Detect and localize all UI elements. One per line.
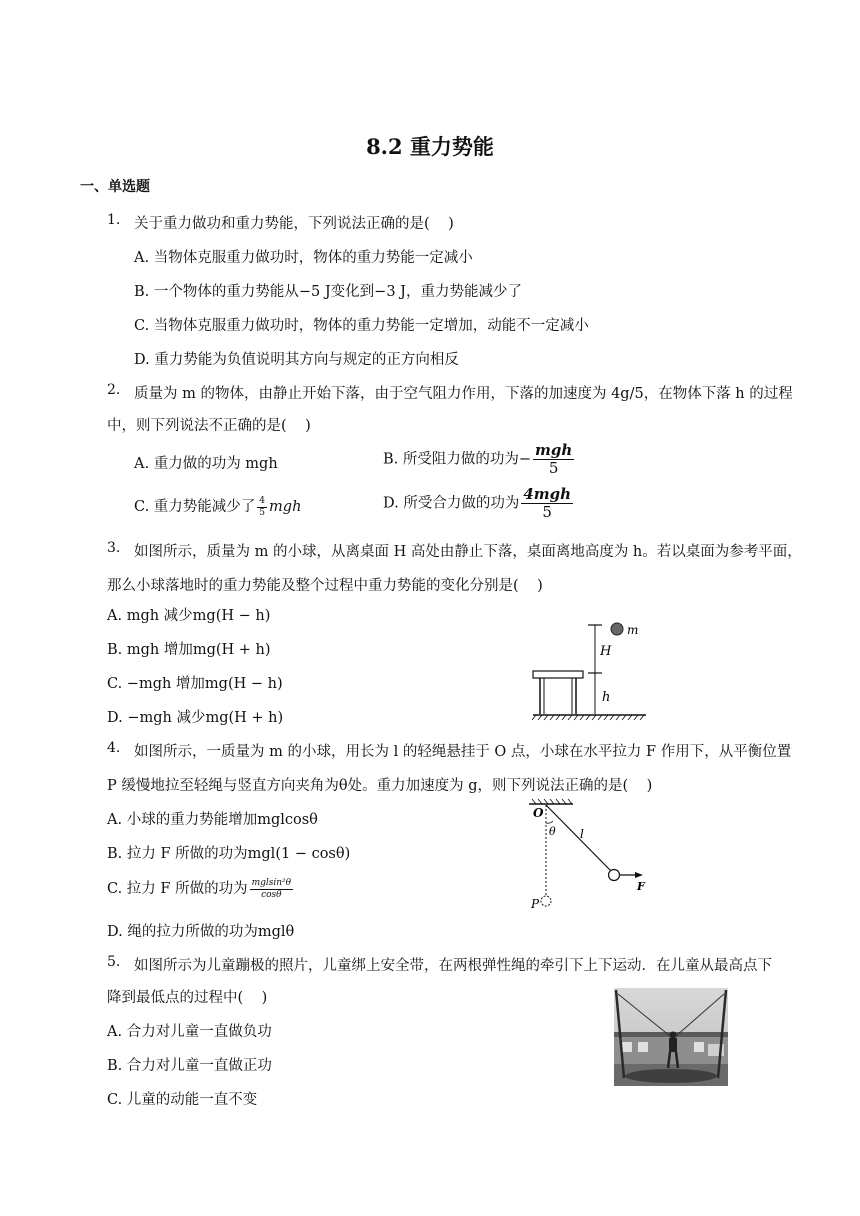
option-d-denominator: 5 xyxy=(542,503,552,521)
question-3-stem-line1: 如图所示，质量为 m 的小球，从离桌面 H 高处由静止下落，桌面离地高度为 h。若以桌面为参考平面， xyxy=(134,544,802,560)
pendulum-figure xyxy=(526,798,656,918)
label-F: F xyxy=(637,880,645,893)
question-5-option-b: B. 合力对儿童一直做正功 xyxy=(107,1058,272,1074)
question-2-option-d xyxy=(383,487,575,520)
option-c-prefix: C. 重力势能减少了 xyxy=(134,499,256,515)
question-4-option-d: D. 绳的拉力所做的功为mglθ xyxy=(107,924,295,940)
option-b-denominator: 5 xyxy=(548,459,559,477)
question-5-stem-line2: 降到最低点的过程中( ) xyxy=(107,990,268,1006)
question-2-option-b xyxy=(383,443,576,476)
question-4-option-b: B. 拉力 F 所做的功为mgl(1 − cosθ) xyxy=(107,846,351,862)
option-c-numerator: mglsin²θ xyxy=(251,877,292,888)
question-3-stem-line2: 那么小球落地时的重力势能及整个过程中重力势能的变化分别是( ) xyxy=(107,578,543,594)
question-3-number: 3. xyxy=(107,540,121,556)
question-4-stem-line2: P 缓慢地拉至轻绳与竖直方向夹角为θ处。重力加速度为 g，则下列说法正确的是( ) xyxy=(107,778,653,794)
question-2-option-c xyxy=(134,495,301,518)
option-c-denominator: 5 xyxy=(259,507,266,518)
label-l: l xyxy=(580,827,584,841)
bungee-photo xyxy=(614,988,728,1086)
question-3-option-b: B. mgh 增加mg(H + h) xyxy=(107,642,271,658)
question-1-number: 1. xyxy=(107,212,121,228)
question-3-option-a: A. mgh 减少mg(H − h) xyxy=(107,608,271,624)
option-c-denominator: cosθ xyxy=(261,889,282,900)
question-4-stem-line1: 如图所示，一质量为 m 的小球，用长为 l 的轻绳悬挂于 O 点，小球在水平拉力 F 作用下，从平衡位置 xyxy=(134,744,792,760)
question-3-option-c: C. −mgh 增加mg(H − h) xyxy=(107,676,283,692)
child-body xyxy=(669,1038,677,1052)
equilibrium-position-p xyxy=(541,896,551,906)
question-1-option-c: C. 当物体克服重力做功时，物体的重力势能一定增加，动能不一定减小 xyxy=(134,318,589,334)
page-title: 8.2 重力势能 xyxy=(366,134,494,159)
option-b-prefix: B. 所受阻力做的功为− xyxy=(383,451,532,468)
option-c-suffix: mgh xyxy=(269,499,302,515)
question-5-stem-line1: 如图所示为儿童蹦极的照片，儿童绑上安全带，在两根弹性绳的牵引下上下运动．在儿童从最高点下 xyxy=(134,958,772,974)
child-head xyxy=(670,1032,677,1039)
pendulum-ball xyxy=(609,870,620,881)
trampoline xyxy=(625,1069,717,1083)
table-top xyxy=(533,671,583,678)
label-theta: θ xyxy=(549,825,556,838)
option-d-prefix: D. 所受合力做的功为 xyxy=(383,495,520,512)
question-5-number: 5. xyxy=(107,954,121,970)
question-4-option-a: A. 小球的重力势能增加mglcosθ xyxy=(107,812,318,828)
label-m: m xyxy=(627,623,639,637)
table-ball-figure xyxy=(528,615,658,725)
question-1-option-d: D. 重力势能为负值说明其方向与规定的正方向相反 xyxy=(134,352,459,368)
section-heading: 一、单选题 xyxy=(80,179,150,195)
label-P: P xyxy=(531,897,540,911)
ball xyxy=(611,623,623,635)
label-O: O xyxy=(533,806,544,820)
rope xyxy=(546,805,611,871)
label-H: H xyxy=(600,644,612,659)
question-2-stem-line1: 质量为 m 的物体，由静止开始下落，由于空气阻力作用，下落的加速度为 4g/5，在物体下落 h 的过程 xyxy=(134,386,793,402)
question-3-option-d: D. −mgh 减少mg(H + h) xyxy=(107,710,284,726)
option-c-prefix: C. 拉力 F 所做的功为 xyxy=(107,881,248,897)
force-arrow xyxy=(635,872,643,878)
question-1-option-a: A. 当物体克服重力做功时，物体的重力势能一定减小 xyxy=(134,250,473,266)
question-1-stem: 关于重力做功和重力势能，下列说法正确的是( ) xyxy=(134,216,454,232)
label-h: h xyxy=(602,690,611,705)
option-b-numerator: mgh xyxy=(535,441,573,459)
question-4-number: 4. xyxy=(107,740,121,756)
question-1-option-b: B. 一个物体的重力势能从−5 J变化到−3 J，重力势能减少了 xyxy=(134,284,522,300)
question-2-option-a: A. 重力做的功为 mgh xyxy=(134,456,278,472)
question-2-number: 2. xyxy=(107,382,121,398)
question-2-stem-line2: 中，则下列说法不正确的是( ) xyxy=(107,418,311,434)
question-5-option-c: C. 儿童的动能一直不变 xyxy=(107,1092,258,1108)
question-5-option-a: A. 合力对儿童一直做负功 xyxy=(107,1024,272,1040)
question-4-option-c xyxy=(107,877,295,900)
option-c-numerator: 4 xyxy=(259,495,266,506)
option-d-numerator: 4mgh xyxy=(523,485,572,503)
